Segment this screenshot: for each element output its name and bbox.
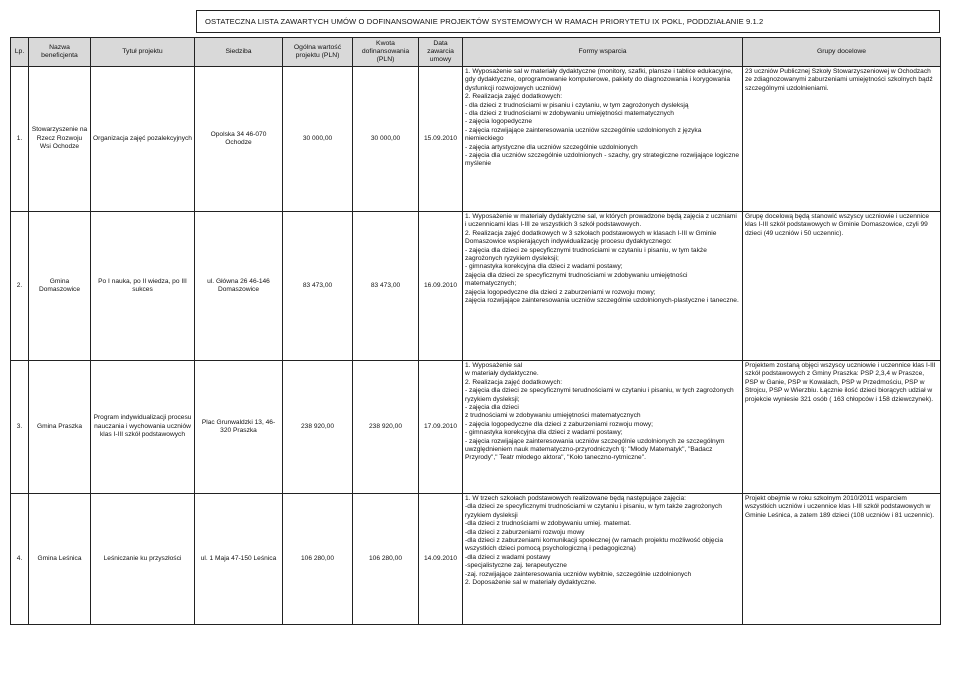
cell-wartosc: 106 280,00 [283, 494, 353, 625]
cell-siedziba: Plac Grunwaldzki 13, 46-320 Praszka [195, 361, 283, 494]
formy-line: 2. Realizacja zajęć dodatkowych: [465, 93, 563, 101]
table-header-row [11, 38, 941, 67]
formy-line: - zajęcia rozwijające zainteresowania uczniów szczególnie uzdolnionych ze szczególnym uwzględnieniem nauk matematyczno-przyrodniczych tj: "Młody Matematyk", "Badacz Przyrody"," Teatr młodego aktora", "Koło taneczno-rytmiczne". [465, 437, 725, 462]
cell-tytul: Leśniczanie ku przyszłości [91, 494, 195, 625]
formy-line: - gimnastyka korekcyjna dla dzieci z wadami postawy; [465, 263, 623, 271]
formy-line: zajęcia dla dzieci ze specyficznymi trudnościami w zdobywaniu umiejętności matematycznych; [465, 271, 688, 288]
table-row [11, 67, 941, 212]
cell-beneficjent: Gmina Leśnica [29, 494, 91, 625]
formy-line: zajęcia rozwijające zainteresowania uczniów szczególnie uzdolnionych-plastyczne i taneczne. [465, 297, 739, 305]
formy-line: -dla dzieci ze specyficznymi trudnościami w czytaniu i pisaniu, w tym także zagrożonych ryzykiem dysleksji [465, 503, 722, 519]
cell-lp: 3. [11, 361, 29, 494]
header-beneficjent: Nazwa beneficjenta [29, 38, 91, 67]
table-row [11, 494, 941, 625]
formy-line: - zajęcia rozwijające zainteresowania uczniów szczególnie uzdolnionych z języka niemieckiego [465, 126, 702, 143]
header-wartosc: Ogólna wartość projektu (PLN) [283, 38, 353, 67]
formy-line: 1. Wyposażenie sal [465, 362, 523, 369]
formy-line: 1. Wyposażenie sal w materiały dydaktyczne (monitory, szafki, plansze i tablice edukacyjne, gdy dydaktyczne, oprogramowanie komputerowe, pakiety do diagnozowania i korygowania dysfunkcji rozwojowych uczniów) [465, 68, 733, 92]
header-grupy: Grupy docelowe [743, 38, 941, 67]
cell-formy [463, 361, 743, 494]
formy-line: - zajęcia dla uczniów szczególnie uzdolnionych - szachy, gry strategiczne rozwijające logiczne myślenie [465, 152, 740, 168]
formy-line: - zajęcia artystyczne dla uczniów szczególnie uzdolnionych [465, 143, 638, 151]
cell-lp: 4. [11, 494, 29, 625]
cell-siedziba: ul. Główna 26 46-146 Domaszowice [195, 212, 283, 361]
cell-lp: 2. [11, 212, 29, 361]
table-row [11, 212, 941, 361]
cell-wartosc: 30 000,00 [283, 67, 353, 212]
cell-formy [463, 67, 743, 212]
cell-tytul: Program indywidualizacji procesu nauczania i wychowania uczniów klas I-III szkół podstawowych [91, 361, 195, 494]
cell-siedziba: Opolska 34 46-070 Ochodze [195, 67, 283, 212]
cell-wartosc: 83 473,00 [283, 212, 353, 361]
cell-grupy: Projekt obejmie w roku szkolnym 2010/2011 wsparciem wszystkich uczniów i uczennice klas I-III szkół podstawowych w Gminie Leśnica, a zatem 189 dzieci (108 uczniów i 81 uczennic). [743, 494, 941, 625]
cell-formy [463, 494, 743, 625]
formy-line: -dla dzieci z zaburzeniami komunikacji społecznej (w ramach projektu możliwość objęcia wszystkich dzieci pomocą psychologiczną i pedagogiczną) [465, 537, 723, 553]
formy-line: -dla dzieci z wadami postawy [465, 553, 551, 561]
formy-line: - gimnastyka korekcyjna dla dzieci z wadami postawy; [465, 429, 623, 437]
formy-line: 2. Doposażenie sal w materiały dydaktyczne. [465, 579, 597, 587]
cell-kwota: 106 280,00 [353, 494, 419, 625]
formy-line: z trudnościami w zdobywaniu umiejętności matematycznych [465, 412, 641, 420]
formy-line: - dla dzieci z trudnościami w zdobywaniu umiejętności matematycznych [465, 110, 674, 118]
cell-tytul: Organizacja zajęć pozalekcyjnych [91, 67, 195, 212]
cell-data: 14.09.2010 [419, 494, 463, 625]
cell-wartosc: 238 920,00 [283, 361, 353, 494]
header-data: Data zawarcia umowy [419, 38, 463, 67]
formy-line: - zajęcia dla dzieci [465, 404, 519, 412]
cell-grupy: Projektem zostaną objęci wszyscy uczniowie i uczennice klas I-III szkół podstawowych z Gminy Praszka: PSP 2,3,4 w Praszce, PSP w Ganie, PSP w Kowalach, PSP w Przedmościu, PSP w Strojcu, PSP w Wierzbiu. Łącznie ilość dzieci biorących udział w projekcie wyniesie 321 osób ( 163 chłopców i 158 dziewczynek). [743, 361, 941, 494]
contracts-table [10, 37, 941, 625]
cell-siedziba: ul. 1 Maja 47-150 Leśnica [195, 494, 283, 625]
cell-kwota: 83 473,00 [353, 212, 419, 361]
cell-kwota: 238 920,00 [353, 361, 419, 494]
cell-lp: 1. [11, 67, 29, 212]
formy-line: - dla dzieci z trudnościami w pisaniu i czytaniu, w tym zagrożonych dysleksją [465, 101, 689, 109]
formy-line: zajęcia logopedyczne dla dzieci z zaburzeniami w rozwoju mowy; [465, 288, 656, 296]
cell-formy [463, 212, 743, 361]
cell-kwota: 30 000,00 [353, 67, 419, 212]
table-row [11, 361, 941, 494]
header-kwota: Kwota dofinansowania (PLN) [353, 38, 419, 67]
header-formy: Formy wsparcia [463, 38, 743, 67]
formy-line: 2. Realizacja zajęć dodatkowych: [465, 378, 563, 386]
cell-grupy: Grupę docelową będą stanowić wszyscy uczniowie i uczennice klas I-III szkół podstawowych w Gminie Domaszowice, czyli 99 dzieci (49 uczniów i 50 uczennic). [743, 212, 941, 361]
header-siedziba: Siedziba [195, 38, 283, 67]
cell-beneficjent: Gmina Domaszowice [29, 212, 91, 361]
cell-grupy: 23 uczniów Publicznej Szkoły Stowarzyszeniowej w Ochodzach ze zdiagnozowanymi zaburzeniami umiejętności szkolnych bądź szczególnymi uzdolnieniami. [743, 67, 941, 212]
cell-beneficjent: Gmina Praszka [29, 361, 91, 494]
formy-line: -dla dzieci z zaburzeniami rozwoju mowy [465, 528, 585, 536]
cell-data: 15.09.2010 [419, 67, 463, 212]
formy-line: 2. Realizacja zajęć dodatkowych w 3 szkołach podstawowych w klasach I-III w Gminie Domaszowice wspierających indywidualizację procesu dydaktycznego: [465, 229, 717, 246]
formy-line: - zajęcia dla dzieci ze specyficznymi trudnościami w czytaniu i pisaniu, w tym także zagrożonych ryzykiem dysleksji; [465, 246, 707, 263]
cell-tytul: Po I nauka, po II wiedza, po III sukces [91, 212, 195, 361]
formy-line: 1. Wyposażenie w materiały dydaktyczne sal, w których prowadzone będą zajęcia z uczniami i uczennicami klas I-III ze wszystkich 3 szkół podstawowych. [465, 213, 737, 229]
formy-line: w materiały dydaktyczne. [465, 370, 539, 378]
formy-line: -zaj. rozwijające zainteresowania uczniów wybitnie, szczególnie uzdolnionych [465, 570, 692, 578]
document-title: OSTATECZNA LISTA ZAWARTYCH UMÓW O DOFINANSOWANIE PROJEKTÓW SYSTEMOWYCH W RAMACH PRIORYTETU IX POKL, PODDZIAŁANIE 9.1.2 [196, 10, 940, 33]
header-tytul: Tytuł projektu [91, 38, 195, 67]
formy-line: -dla dzieci z trudnościami w zdobywaniu umiej. matemat. [465, 520, 632, 528]
formy-line: - zajęcia logopedyczne dla dzieci z zaburzeniami rozwoju mowy; [465, 420, 654, 428]
formy-line: -specjalistyczne zaj. terapeutyczne [465, 562, 567, 570]
cell-data: 17.09.2010 [419, 361, 463, 494]
formy-line: - zajęcia logopedyczne [465, 118, 533, 126]
header-lp: Lp. [11, 38, 29, 67]
cell-beneficjent: Stowarzyszenie na Rzecz Rozwoju Wsi Ochodze [29, 67, 91, 212]
cell-data: 16.09.2010 [419, 212, 463, 361]
formy-line: 1. W trzech szkołach podstawowych realizowane będą następujące zajęcia: [465, 495, 687, 502]
formy-line: - zajęcia dla dzieci ze specyficznymi terudnościami w czytaniu i pisaniu, w tych zagrożonych ryzykiem dysleksji; [465, 387, 734, 403]
